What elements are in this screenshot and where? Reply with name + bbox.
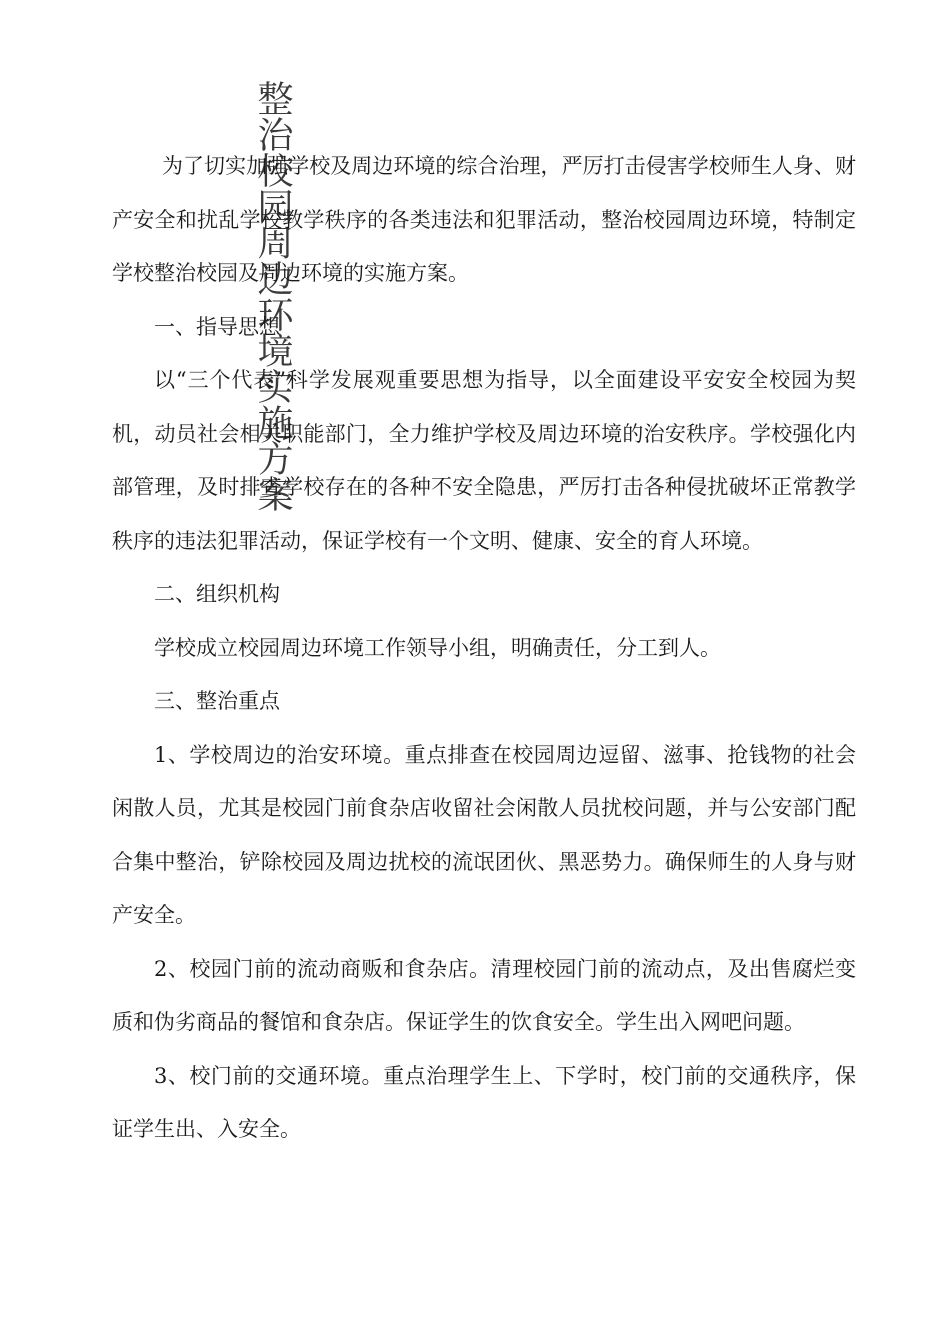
section-heading-key-points: 三、整治重点 (154, 689, 280, 713)
intro-paragraph: 为了切实加强学校及周边环境的综合治理，严厉打击侵害学校师生人身、财产安全和扰乱学校教学秩序的各类违法和犯罪活动，整治校园周边环境，特制定学校整治校园及周边环境的实施方案。 (112, 154, 856, 285)
guiding-thought-paragraph: 以“三个代表”科学发展观重要思想为指导，以全面建设平安安全校园为契机，动员社会相关职能部门，全力维护学校及周边环境的治安秩序。学校强化内部管理，及时排查学校存在的各种不安全隐患，严厉打击各种侵扰破坏正常教学秩序的违法犯罪活动，保证学校有一个文明、健康、安全的育人环境。 (112, 368, 856, 553)
key-point-1-paragraph: 1、学校周边的治安环境。重点排查在校园周边逗留、滋事、抢钱物的社会闲散人员，尤其是校园门前食杂店收留社会闲散人员扰校问题，并与公安部门配合集中整治，铲除校园及周边扰校的流氓团伙、黑恶势力。确保师生的人身与财产安全。 (112, 742, 856, 927)
document-body (112, 140, 856, 1157)
key-point-2-paragraph: 2、校园门前的流动商贩和食杂店。清理校园门前的流动点，及出售腐烂变质和伪劣商品的餐馆和食杂店。保证学生的饮食安全。学生出入网吧问题。 (112, 956, 856, 1034)
document-title: 整治校园周边环境实施方案 (252, 80, 293, 512)
section-heading-organization: 二、组织机构 (154, 582, 280, 606)
section-heading-guiding-thought: 一、指导思想 (154, 314, 280, 339)
organization-paragraph: 学校成立校园周边环境工作领导小组，明确责任，分工到人。 (154, 635, 721, 660)
key-point-3-paragraph: 3、校门前的交通环境。重点治理学生上、下学时，校门前的交通秩序，保证学生出、入安全。 (112, 1063, 856, 1141)
